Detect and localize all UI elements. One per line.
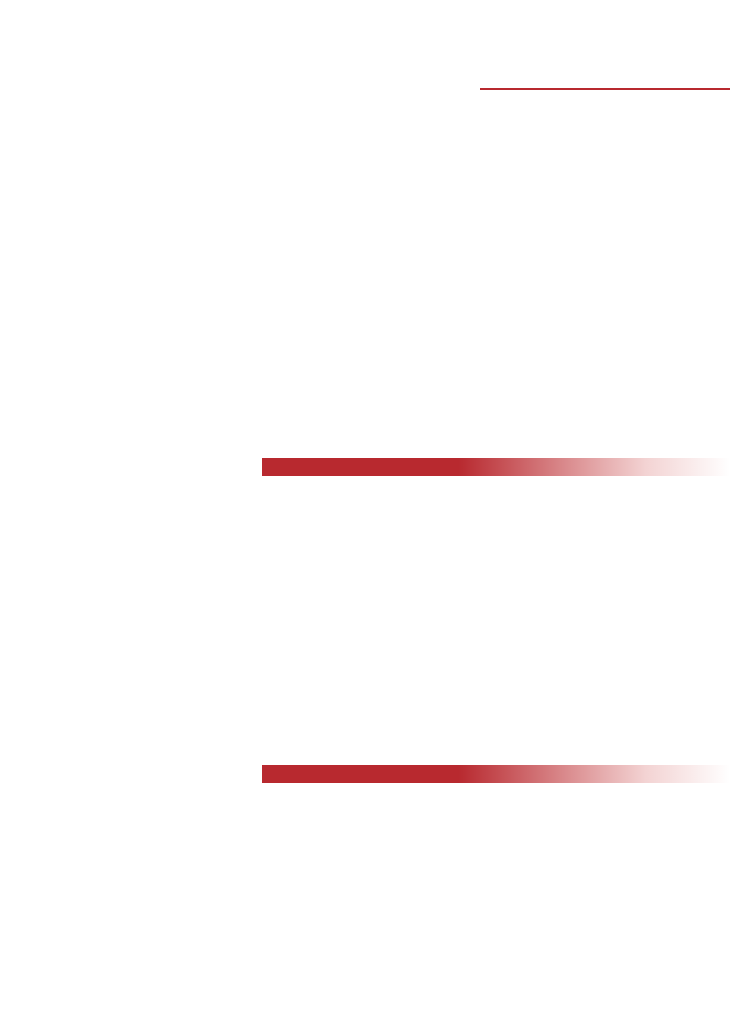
- toc-entry[interactable]: [300, 429, 652, 442]
- toc-entry[interactable]: [300, 304, 652, 317]
- toc-entry[interactable]: [300, 751, 652, 764]
- running-header: [480, 72, 730, 94]
- toc-entry[interactable]: [300, 216, 652, 229]
- toc-entry[interactable]: [300, 613, 652, 626]
- toc-entry[interactable]: [300, 291, 652, 304]
- toc-entry[interactable]: [300, 279, 652, 292]
- toc-entry[interactable]: [300, 794, 652, 807]
- toc-entry[interactable]: [300, 894, 652, 907]
- toc-entry[interactable]: [300, 154, 652, 167]
- toc-entry[interactable]: [300, 819, 652, 832]
- toc-entry[interactable]: [300, 404, 652, 417]
- toc-entry[interactable]: [300, 179, 652, 192]
- toc-entry[interactable]: [300, 562, 652, 575]
- toc-entry[interactable]: [300, 625, 652, 638]
- toc-entry[interactable]: [300, 663, 652, 676]
- toc-entry[interactable]: [300, 379, 652, 392]
- chapter-13-heading[interactable]: [262, 765, 730, 783]
- toc-entry[interactable]: [300, 416, 652, 429]
- toc-entry[interactable]: [300, 512, 652, 525]
- toc-entry[interactable]: [300, 713, 652, 726]
- toc-entry[interactable]: [300, 906, 652, 919]
- toc-entry[interactable]: [300, 806, 652, 819]
- toc-entry[interactable]: [300, 869, 652, 882]
- toc-entry[interactable]: [300, 856, 652, 869]
- toc-entry[interactable]: [300, 204, 652, 217]
- toc-entry[interactable]: [300, 844, 652, 857]
- toc-entry[interactable]: [300, 524, 652, 537]
- toc-entry[interactable]: [300, 116, 652, 129]
- toc-entry[interactable]: [300, 341, 652, 354]
- toc-entry[interactable]: [300, 487, 652, 500]
- toc-entry[interactable]: [300, 366, 652, 379]
- toc-entry[interactable]: [300, 739, 652, 752]
- header-rule: [480, 88, 730, 90]
- toc-entry[interactable]: [300, 831, 652, 844]
- toc-entry[interactable]: [300, 499, 652, 512]
- toc-entry[interactable]: [300, 688, 652, 701]
- toc-entry[interactable]: [300, 587, 652, 600]
- toc-entry[interactable]: [300, 600, 652, 613]
- toc-entry[interactable]: [300, 881, 652, 894]
- toc-entry[interactable]: [300, 676, 652, 689]
- toc-entry[interactable]: [300, 191, 652, 204]
- toc-entry[interactable]: [300, 701, 652, 714]
- toc-entry[interactable]: [300, 129, 652, 142]
- toc-entry[interactable]: [300, 316, 652, 329]
- toc-entry[interactable]: [300, 141, 652, 154]
- toc-entry[interactable]: [300, 166, 652, 179]
- toc-entry[interactable]: [300, 229, 652, 242]
- toc-entry[interactable]: [300, 726, 652, 739]
- toc-entry[interactable]: [300, 241, 652, 254]
- toc-entry[interactable]: [300, 329, 652, 342]
- chapter-12-heading[interactable]: [262, 458, 730, 476]
- toc-entry[interactable]: [300, 650, 652, 663]
- toc-entry[interactable]: [300, 638, 652, 651]
- toc-entry[interactable]: [300, 550, 652, 563]
- toc-entry[interactable]: [300, 266, 652, 279]
- toc-entry[interactable]: [300, 575, 652, 588]
- toc-entry[interactable]: [300, 354, 652, 367]
- toc-entry[interactable]: [300, 254, 652, 267]
- toc-entry[interactable]: [300, 391, 652, 404]
- toc-entry[interactable]: [300, 537, 652, 550]
